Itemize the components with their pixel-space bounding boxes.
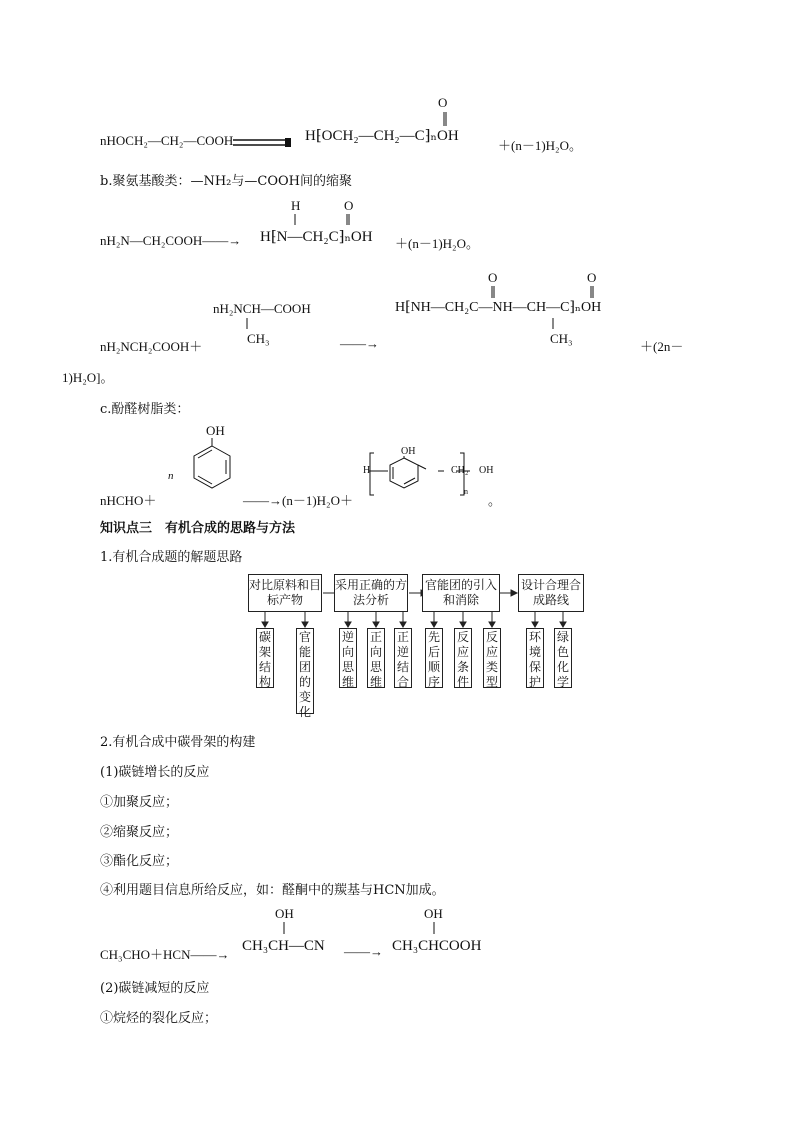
alanine: nH₂NCH—COOH <box>213 301 311 316</box>
resin-ch2: CH₂ <box>451 465 469 476</box>
item2-heading: 2.有机合成中碳骨架的构建 <box>100 735 256 750</box>
reaction-hcn-addition: ④利用题目信息所给反应，如：醛酮中的羰基与HCN加成。 <box>100 883 445 898</box>
cyanohydrin-oh: OH <box>275 906 294 921</box>
flow-leaf-green: 绿 色 化 学 <box>554 628 572 688</box>
reaction-condensation-polymerization: ②缩聚反应； <box>100 825 179 840</box>
bond-line-icon <box>433 922 435 936</box>
hcn-reactant: CH₃CHO＋HCN——→ <box>100 947 230 962</box>
polyester-product: H⁅OCH₂—CH₂—C⁆ₙOH <box>305 128 459 144</box>
flow-leaf-forward: 正 向 思 维 <box>367 628 385 688</box>
amide-o: O <box>344 198 354 213</box>
sub1-heading: (1)碳链增长的反应 <box>100 765 210 780</box>
phenolic-resin-icon <box>360 450 480 500</box>
resin-h: H <box>363 465 371 476</box>
flow-step-functional-group: 官能团的引入和消除 <box>422 574 500 612</box>
alanine-methyl: CH₃ <box>247 331 270 346</box>
flow-step-analyze: 采用正确的方法分析 <box>334 574 408 612</box>
bond-line-icon <box>246 318 248 330</box>
polyglycine-product: H⁅N—CH₂C⁆ₙOH <box>260 229 373 245</box>
resin-n: n <box>464 487 468 496</box>
polyester-reactant: nHOCH₂—CH₂—COOH <box>100 133 234 148</box>
polyester-byproduct: ＋(n－1)H₂O。 <box>498 138 582 153</box>
double-bond-icon <box>491 286 495 300</box>
lactic-acid: CH₃CHCOOH <box>392 938 482 954</box>
dipeptide-methyl: CH₃ <box>550 331 573 346</box>
resin-oh: OH <box>401 446 416 457</box>
sub2-heading: (2)碳链减短的反应 <box>100 981 210 996</box>
bond-line-icon <box>283 922 285 936</box>
flow-leaf-order: 先 后 顺 序 <box>425 628 443 688</box>
item1-heading: 1.有机合成题的解题思路 <box>100 550 243 565</box>
section-b-label: b.聚氨基酸类：—NH₂与—COOH间的缩聚 <box>100 174 352 189</box>
reaction-addition-polymerization: ①加聚反应； <box>100 795 179 810</box>
hcho-reactant: nHCHO＋ <box>100 493 157 508</box>
polyester-carbonyl-o: O <box>438 95 448 110</box>
glycine-reactant-2: nH₂NCH₂COOH＋ <box>100 339 203 354</box>
dipeptide-byproduct-cont: 1)H₂O]。 <box>62 370 114 385</box>
phenol-ring-icon <box>185 438 235 496</box>
resin-oh2: OH <box>479 465 494 476</box>
hydrolysis-arrow: ——→ <box>344 944 383 959</box>
flow-leaf-carbon-skeleton: 碳 架 结 构 <box>256 628 274 688</box>
bond-line-icon <box>552 318 554 330</box>
phenolic-arrow: ——→(n－1)H₂O＋ <box>243 493 353 508</box>
flow-leaf-combined: 正 逆 结 合 <box>394 628 412 688</box>
dipeptide-product: H⁅NH—CH₂C—NH—CH—C⁆ₙOH <box>395 300 602 315</box>
flow-leaf-conditions: 反 应 条 件 <box>454 628 472 688</box>
peptide-o1: O <box>488 270 498 285</box>
glycine-reactant: nH₂N—CH₂COOH——→ <box>100 233 242 248</box>
flow-leaf-type: 反 应 类 型 <box>483 628 501 688</box>
amide-h: H <box>291 198 301 213</box>
double-bond-icon <box>346 214 350 226</box>
flow-leaf-group-change: 官 能 团 的 变 化 <box>296 628 314 714</box>
cyanohydrin: CH₃CH—CN <box>242 938 325 954</box>
flow-step-compare: 对比原料和目标产物 <box>248 574 322 612</box>
dipeptide-byproduct: ＋(2n－ <box>640 339 684 354</box>
phenol-oh: OH <box>206 423 225 438</box>
lactic-acid-oh: OH <box>424 906 443 921</box>
flow-leaf-reverse: 逆 向 思 维 <box>339 628 357 688</box>
section-c-label: c.酚醛树脂类： <box>100 402 190 417</box>
flow-step-design-route: 设计合理合成路线 <box>518 574 584 612</box>
reaction-esterification: ③酯化反应； <box>100 854 179 869</box>
reversible-arrow-icon <box>233 136 293 150</box>
kp3-title: 知识点三 有机合成的思路与方法 <box>100 521 296 536</box>
peptide-o2: O <box>587 270 597 285</box>
double-bond-icon <box>590 286 594 300</box>
phenol-n: n <box>168 470 174 482</box>
phenolic-end: 。 <box>488 493 502 508</box>
reaction-alkane-cracking: ①烷烃的裂化反应； <box>100 1011 218 1026</box>
glycine-byproduct: ＋(n－1)H₂O。 <box>395 236 479 251</box>
bond-line-icon <box>294 214 296 226</box>
flow-leaf-environment: 环 境 保 护 <box>526 628 544 688</box>
reaction-arrow: ——→ <box>340 336 379 351</box>
